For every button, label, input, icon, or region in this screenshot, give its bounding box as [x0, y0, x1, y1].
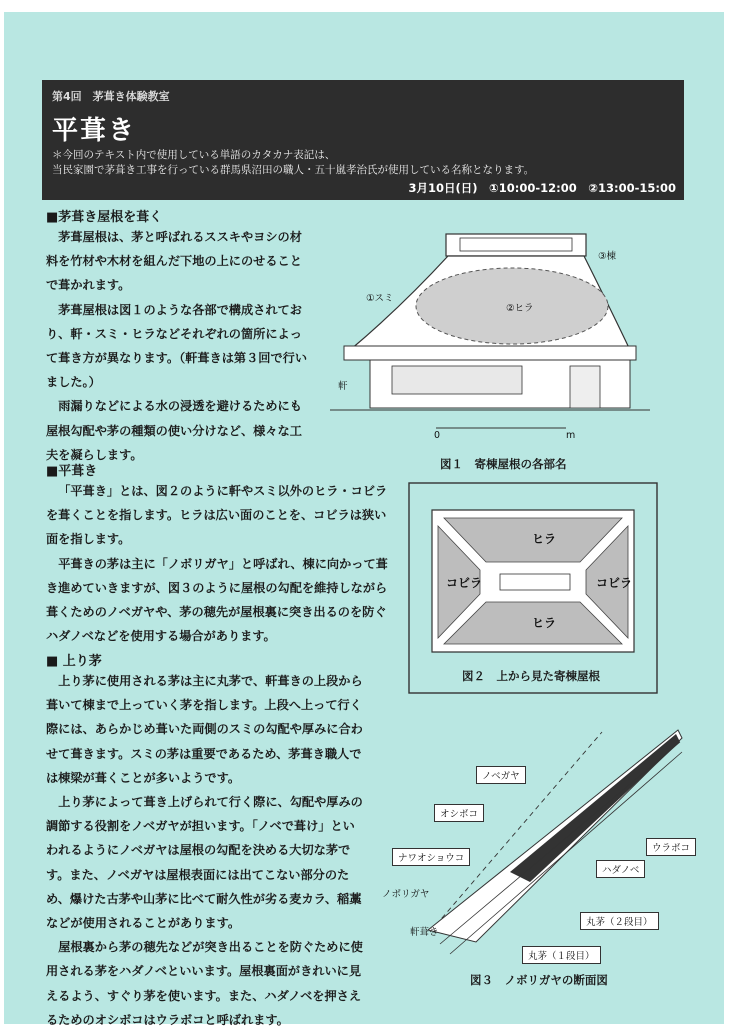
fig3-label-nokibuki: 軒葺き [410, 927, 439, 938]
section-heading: ■ 上り茅 [46, 654, 102, 669]
fig1-label-mune: ③棟 [598, 251, 617, 262]
section-heading: ■茅葺き屋根を葺く [46, 210, 163, 225]
note-line-1: ＊今回のテキスト内で使用している単語のカタカナ表記は、 [52, 149, 336, 161]
fig1-label-sumi: ①スミ [366, 293, 394, 304]
fig3-label-oshiboko: オシボコ [434, 804, 484, 822]
section-thatching [46, 206, 314, 467]
fig3-caption: 図３ ノボリガヤの断面図 [470, 973, 608, 987]
schedule: 3月10日(日) ①10:00-12:00 ②13:00-15:00 [408, 181, 676, 195]
fig2-hira-top: ヒラ [532, 532, 557, 546]
fig1-scale-unit: m [566, 430, 576, 441]
fig2-kobira-right: コビラ [596, 576, 633, 590]
page-title: 平葺き [52, 116, 137, 146]
series-label: 第4回 茅葺き体験教室 [52, 90, 170, 103]
paragraph: 上り茅によって葺き上げられて行く際に、勾配や厚みの調節する役割をノベガヤが担います。「ノベで葺け」といわれるようにノベガヤは屋根の勾配を決める大切な茅です。また、ノベガヤは屋根表面には出てこない部分のため、爆けた古茅や山茅に比べて耐久性が劣る麦カラ、稲藁などが使用されることがあります。 [46, 795, 363, 931]
fig3-label-nawaoshiboko: ナワオショウコ [392, 848, 470, 866]
header-banner [42, 80, 684, 200]
paragraph: 雨漏りなどによる水の浸透を避けるためにも屋根勾配や茅の種類の使い分けなど、様々な工夫を凝らします。 [46, 399, 302, 462]
fig3-label-marukaya-2: 丸茅（２段目） [580, 912, 659, 930]
fig1-scale-zero: 0 [434, 430, 441, 441]
fig3-label-hadanobe: ハダノベ [596, 860, 645, 878]
fig1-label-hira: ②ヒラ [506, 303, 534, 314]
fig3-label-noborigaya: ノボリガヤ [382, 889, 430, 900]
section-hirabuki [46, 460, 396, 648]
fig1-label-noki: 軒 [338, 381, 348, 392]
fig1-caption: 図１ 寄棟屋根の各部名 [440, 457, 567, 471]
section-heading: ■平葺き [46, 464, 98, 479]
paragraph: 平葺きの茅は主に「ノボリガヤ」と呼ばれ、棟に向かって葺き進めていきますが、図３のように屋根の勾配を維持しながら葺くためのノベガヤや、茅の穂先が屋根裏に突き出るのを防ぐハダノベなどを使用する場合があります。 [46, 556, 388, 644]
fig3-label-marukaya-1: 丸茅（１段目） [522, 946, 601, 964]
fig2-hira-bottom: ヒラ [532, 616, 557, 630]
paragraph: 屋根裏から茅の穂先などが突き出ることを防ぐために使用される茅をハダノベといいます。屋根裏面がきれいに見えるよう、すぐり茅を使います。また、ハダノベを押さえるためのオシボコはウラボコと呼ばれます。 [46, 940, 363, 1027]
header-note [52, 148, 534, 178]
fig3-label-nobegaya: ノベガヤ [476, 766, 526, 784]
fig2-kobira-left: コビラ [446, 576, 483, 590]
paragraph: 茅葺屋根は、茅と呼ばれるススキやヨシの材料を竹材や木材を組んだ下地の上にのせることで葺かれます。 [46, 230, 302, 293]
paragraph: 茅葺屋根は図１のような各部で構成されており、軒・スミ・ヒラなどそれぞれの箇所によって葺き方が異なります。（軒葺きは第３回で行いました。） [46, 302, 308, 390]
paragraph: 「平葺き」とは、図２のように軒やスミ以外のヒラ・コビラを葺くことを指します。ヒラは広い面のことを、コビラは狭い面を指します。 [46, 484, 388, 547]
section-noborigaya [46, 650, 364, 1032]
fig2-caption: 図２ 上から見た寄棟屋根 [462, 669, 600, 683]
fig3-label-urabako: ウラボコ [646, 838, 696, 856]
paragraph: 上り茅に使用される茅は主に丸茅で、軒葺きの上段から葺いて棟まで上っていく茅を指します。上段へ上って行く際には、あらかじめ葺いた両側のスミの勾配や厚みに合わせて葺きます。スミの茅は重要であるため、茅葺き職人では棟梁が葺くことが多いようです。 [46, 674, 363, 785]
note-line-2: 当民家園で茅葺き工事を行っている群馬県沼田の職人・五十嵐孝治氏が使用している名称となります。 [52, 164, 535, 176]
